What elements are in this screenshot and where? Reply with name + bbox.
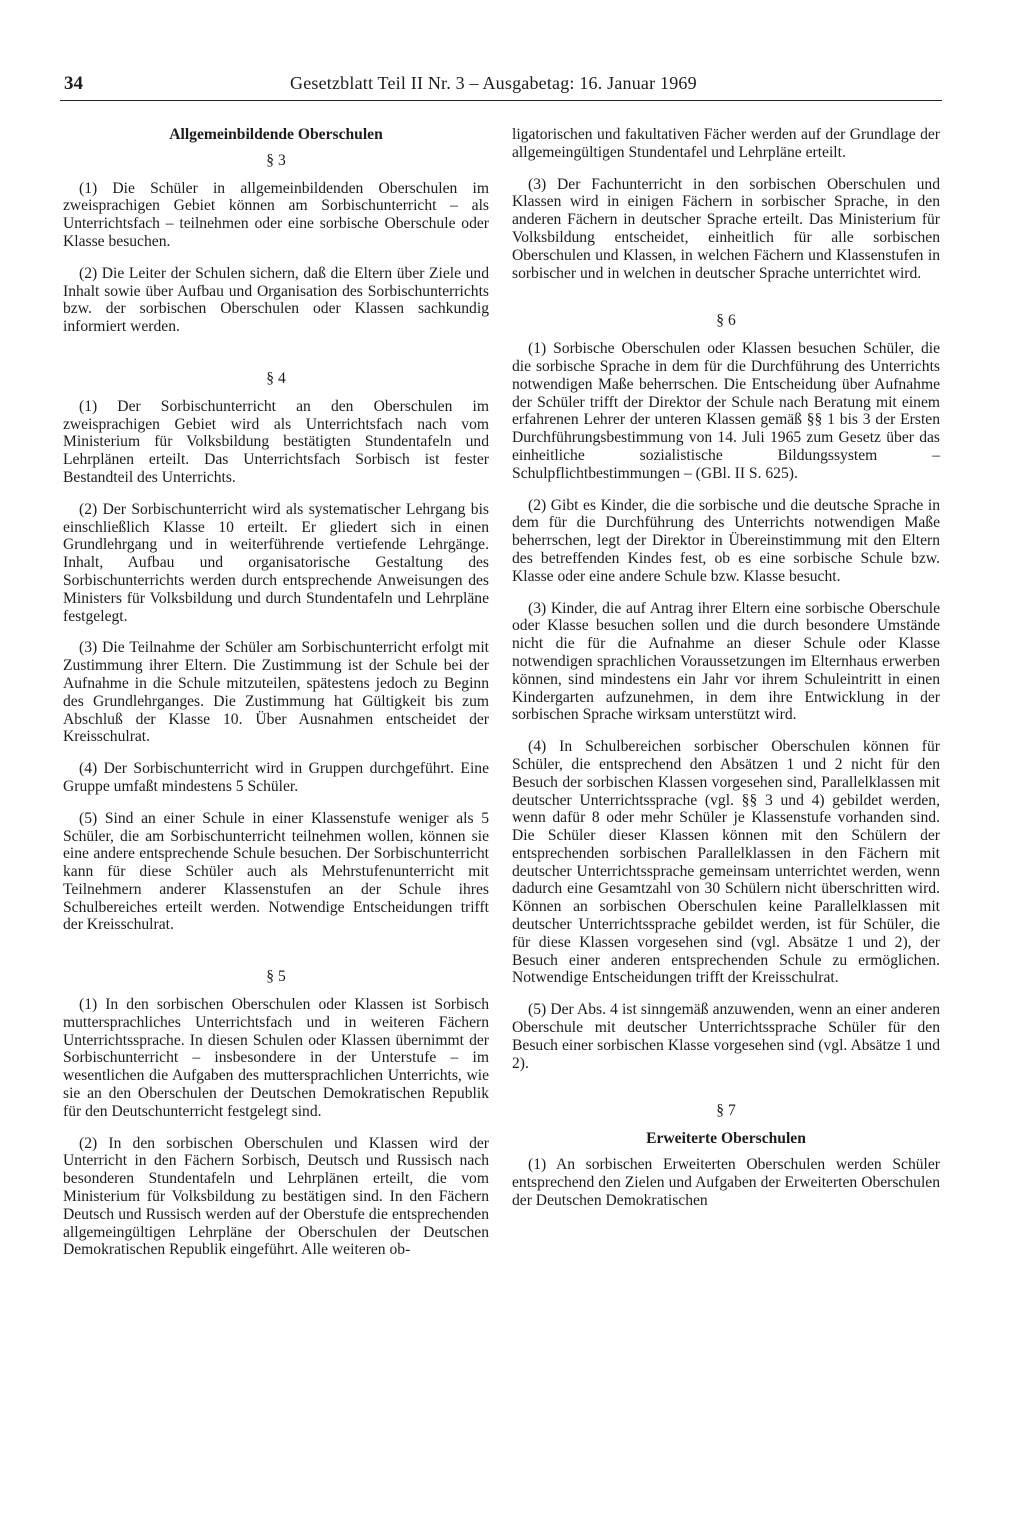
paragraph-6-5: (5) Der Abs. 4 ist sinngemäß anzuwenden, wenn an einer anderen Oberschule mit deutscher Unterrichtssprache Schüler für den Besuch einer sorbischen Klasse vorgesehen sind (vgl. Absätze 1 und 2). (512, 1001, 940, 1072)
paragraph-sign-3: § 3 (266, 151, 286, 169)
paragraph-5-1: (1) In den sorbischen Oberschulen oder Klassen ist Sorbisch muttersprachliches Unterrichtsfach und in weiteren Fächern Unterrichtssprache. In diesen Schulen oder Klassen übernimmt der Sorbischunterricht – insbesondere in der Unterstufe – im wesentlichen die Aufgaben des muttersprachlichen Unterrichts, wie sie an den Oberschulen der Deutschen Demokratischen Republik für den Deutschunterricht festgelegt sind. (63, 996, 489, 1120)
section-heading-allgemeinbildende: Allgemeinbildende Oberschulen (169, 126, 383, 143)
paragraph-4-3: (3) Die Teilnahme der Schüler am Sorbischunterricht erfolgt mit Zustimmung ihrer Eltern. Die Zustimmung ist der Schule bei der Aufnahme in die Schule mitzuteilen, spätestens jedoch zu Beginn des Grundlehrganges. Die Zustimmung hat Gültigkeit bis zum Abschluß der Klasse 10. Über Ausnahmen entscheidet der Kreisschulrat. (63, 639, 489, 746)
paragraph-sign-6: § 6 (716, 312, 736, 330)
paragraph-4-5: (5) Sind an einer Schule in einer Klassenstufe weniger als 5 Schüler, die am Sorbischunterricht teilnehmen wollen, können sie eine andere entsprechende Schule besuchen. Der Sorbischunterricht kann für diese Schüler auch als Mehrstufenunterricht mit Teilnehmern anderer Klassenstufen an der Schule ihres Schulbereiches erteilt werden. Notwendige Entscheidungen trifft der Kreisschulrat. (63, 809, 489, 934)
paragraph-5-2: (2) In den sorbischen Oberschulen und Klassen wird der Unterricht in den Fächern Sorbisch, Deutsch und Russisch nach besonderen Stundentafeln und Lehrplänen erteilt, die vom Ministerium für Volksbildung zu bestätigen sind. In den Fächern Deutsch und Russisch werden auf der Oberstufe die entsprechenden allgemeingültigen Lehrpläne der Oberschulen der Deutschen Demokratischen Republik eingeführt. Alle weiteren ob- (63, 1134, 489, 1259)
paragraph-4-1: (1) Der Sorbischunterricht an den Oberschulen im zweisprachigen Gebiet wird als Unterrichtsfach nach vom Ministerium für Volksbildung bestätigten Stundentafeln und Lehrplänen erteilt. Das Unterrichtsfach Sorbisch ist fester Bestandteil des Unterrichts. (63, 397, 489, 486)
paragraph-3-2: (2) Die Leiter der Schulen sichern, daß die Eltern über Ziele und Inhalt sowie über Aufbau und Organisation des Sorbischunterrichts bzw. der sorbischen Oberschulen oder Klassen sachkundig informiert werden. (63, 264, 489, 336)
page-number: 34 (64, 73, 83, 94)
paragraph-5-3: (3) Der Fachunterricht in den sorbischen Oberschulen und Klassen wird in einigen Fächern in sorbischer Sprache, in den anderen Fächern in deutscher Sprache erteilt. Das Ministerium für Volksbildung entscheidet, einheitlich für alle sorbischen Oberschulen und Klassen, in welchen Fächern und Klassenstufen in sorbischer und in welchen in deutscher Sprache unterrichtet wird. (512, 175, 940, 282)
paragraph-6-4: (4) In Schulbereichen sorbischer Oberschulen können für Schüler, die entsprechend den Absätzen 1 und 2 nicht für den Besuch der sorbischen Klassen vorgesehen sind, Parallelklassen mit deutscher Unterrichtssprache (vgl. §§ 3 und 4) gebildet werden, wenn dafür 8 oder mehr Schüler je Klassenstufe vorhanden sind. Die Schüler dieser Klassen können mit den Schülern der entsprechenden sorbischen Parallelklassen in den Fächern mit deutscher Unterrichtssprache gemeinsam unterrichtet werden, wenn dadurch eine Gesamtzahl von 30 Schülern nicht überschritten wird. Können an sorbischen Oberschulen keine Parallelklassen mit deutscher Unterrichtssprache gebildet werden, ist für Schüler, die für diese Klassen vorgesehen sind (vgl. Absätze 1 und 2), der Besuch einer anderen entsprechenden Schule zu ermöglichen. Notwendige Entscheidungen trifft der Kreisschulrat. (512, 738, 940, 987)
paragraph-7-1: (1) An sorbischen Erweiterten Oberschulen werden Schüler entsprechend den Zielen und Aufgaben der Erweiterten Oberschulen der Deutschen Demokratischen (512, 1156, 940, 1209)
paragraph-sign-5: § 5 (266, 968, 286, 986)
paragraph-3-1: (1) Die Schüler in allgemeinbildenden Oberschulen im zweisprachigen Gebiet können am Sorbischunterricht – als Unterrichtsfach – teilnehmen oder eine sorbische Oberschule oder Klasse besuchen. (63, 179, 489, 250)
right-column (512, 126, 940, 1223)
paragraph-4-2: (2) Der Sorbischunterricht wird als systematischer Lehrgang bis einschließlich Klasse 10 erteilt. Er gliedert sich in einen Grundlehrgang und in weiterführende vertiefende Lehrgänge. Inhalt, Aufbau und organisatorische Gestaltung des Sorbischunterrichts werden durch entsprechende Anweisungen des Ministers für Volksbildung und durch Stundentafeln und Lehrpläne festgelegt. (63, 500, 489, 625)
page-header (60, 70, 942, 101)
paragraph-6-1: (1) Sorbische Oberschulen oder Klassen besuchen Schüler, die die sorbische Sprache in dem für die Durchführung des Unterrichts notwendigen Maße beherrschen. Die Entscheidung über Aufnahme der Schüler trifft der Direktor der Schule nach Beratung mit einem erfahrenen Lehrer der unteren Klassen gemäß §§ 1 bis 3 der Ersten Durchführungsbestimmung von 14. Juli 1965 zum Gesetz über das einheitliche sozialistische Bildungssystem – Schulpflichtbestimmungen – (GBl. II S. 625). (512, 340, 940, 482)
paragraph-4-4: (4) Der Sorbischunterricht wird in Gruppen durchgeführt. Eine Gruppe umfaßt mindestens 5 Schüler. (63, 760, 489, 795)
left-column (63, 126, 489, 1273)
paragraph-6-3: (3) Kinder, die auf Antrag ihrer Eltern eine sorbische Oberschule oder Klasse besuchen sollen und die durch besondere Umstände nicht die für die Aufnahme an dieser Schule oder Klasse notwendigen sprachlichen Voraussetzungen im Elternhaus erwerben können, sind mindestens ein Jahr vor ihrem Schuleintritt in einen Kindergarten aufzunehmen, in dem ihre Entwicklung in der sorbischen Sprache wirksam unterstützt wird. (512, 599, 940, 724)
paragraph-sign-7: § 7 (716, 1102, 736, 1120)
paragraph-5-2-continued: ligatorischen und fakultativen Fächer werden auf der Grundlage der allgemeingültigen Stundentafel und Lehrpläne erteilt. (512, 126, 940, 161)
running-head: Gesetzblatt Teil II Nr. 3 – Ausgabetag: 16. Januar 1969 (290, 73, 697, 93)
section-heading-erweiterte: Erweiterte Oberschulen (646, 1130, 806, 1148)
paragraph-sign-4: § 4 (266, 369, 286, 387)
paragraph-6-2: (2) Gibt es Kinder, die die sorbische und die deutsche Sprache in dem für die Durchführung des Unterrichts notwendigen Maße beherrschen, legt der Direktor in Übereinstimmung mit den Eltern des betreffenden Kindes fest, ob es eine sorbische Schule bzw. Klasse oder eine andere Schule bzw. Klasse besucht. (512, 496, 940, 585)
